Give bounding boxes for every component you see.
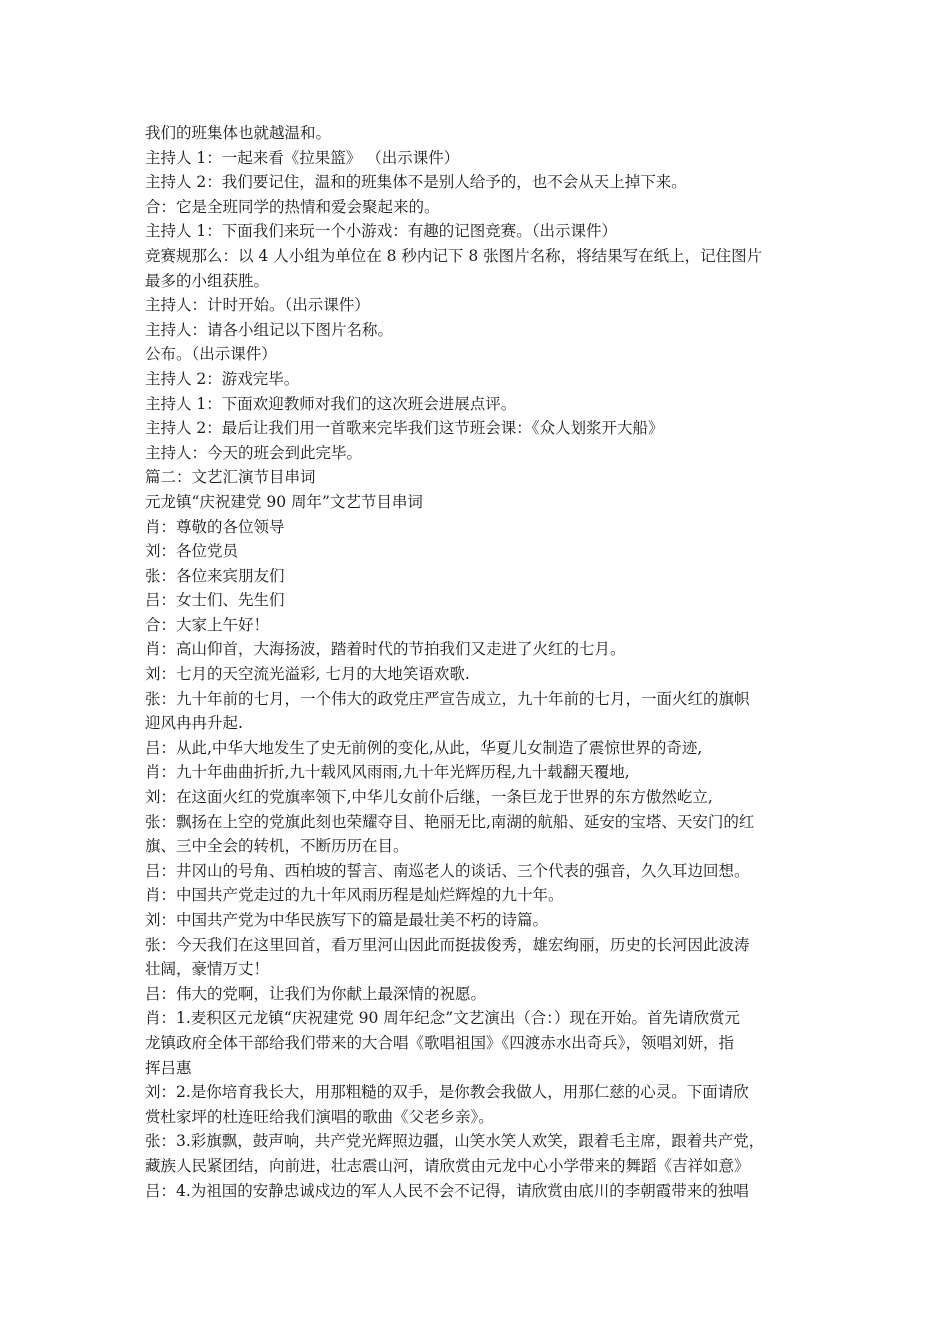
section-heading: 篇二：文艺汇演节目串词 bbox=[145, 468, 316, 487]
text-line: 合：它是全班同学的热情和爱会聚起来的。 bbox=[145, 197, 440, 216]
text-line: 主持人 2：我们要记住，温和的班集体不是别人给予的，也不会从天上掉下来。 bbox=[145, 173, 687, 192]
text-line: 主持人 2：最后让我们用一首歌来完毕我们这节班会课：《众人划浆开大船》 bbox=[145, 419, 664, 438]
text-line: 竞赛规那么：以 4 人小组为单位在 8 秒内记下 8 张图片名称，将结果写在纸上，记住图片 bbox=[145, 246, 763, 265]
text-line: 我们的班集体也就越温和。 bbox=[145, 124, 332, 142]
text-line: 刘：2.是你培育我长大，用那粗糙的双手，是你教会我做人，用那仁慈的心灵。下面请欣 bbox=[145, 1083, 749, 1102]
text-line: 旗、三中全会的转机，不断历历在目。 bbox=[145, 837, 409, 856]
text-line: 主持人 1：下面我们来玩一个小游戏：有趣的记图竞赛。（出示课件） bbox=[145, 222, 618, 241]
text-line: 张：九十年前的七月，一个伟大的政党庄严宣告成立，九十年前的七月，一面火红的旗帜 bbox=[145, 689, 750, 708]
text-line: 刘：中国共产党为中华民族写下的篇是最壮美不朽的诗篇。 bbox=[145, 911, 549, 929]
text-line: 刘：七月的天空流光溢彩, 七月的大地笑语欢歌. bbox=[145, 665, 470, 684]
text-line: 吕：井冈山的号角、西柏坡的誓言、南巡老人的谈话、三个代表的强音，久久耳边回想。 bbox=[145, 861, 750, 880]
text-line: 张：3.彩旗飘，鼓声响，共产党光辉照边疆，山笑水笑人欢笑，跟着毛主席，跟着共产党， bbox=[145, 1132, 765, 1151]
text-line: 吕：从此,中华大地发生了史无前例的变化,从此，华夏儿女制造了震惊世界的奇迹, bbox=[145, 738, 703, 757]
text-line: 主持人 2：游戏完毕。 bbox=[145, 369, 300, 388]
text-line: 迎风冉冉升起. bbox=[145, 714, 243, 733]
text-line: 吕：女士们、先生们 bbox=[145, 591, 285, 610]
text-line: 龙镇政府全体干部给我们带来的大合唱《歌唱祖国》《四渡赤水出奇兵》，领唱刘妍，指 bbox=[145, 1033, 735, 1052]
text-line: 公布。（出示课件） bbox=[145, 345, 277, 364]
document-page bbox=[145, 121, 810, 1203]
text-line: 主持人：今天的班会到此完毕。 bbox=[145, 443, 363, 462]
text-line: 藏族人民紧团结，向前进，壮志震山河，请欣赏由元龙中心小学带来的舞蹈《吉祥如意》 bbox=[145, 1156, 750, 1175]
text-line: 壮阔，豪情万丈！ bbox=[145, 960, 270, 979]
text-line: 张：今天我们在这里回首，看万里河山因此而挺拔俊秀，雄宏绚丽，历史的长河因此波涛 bbox=[145, 935, 750, 954]
text-line: 肖：九十年曲曲折折,九十载风风雨雨,九十年光辉历程,九十载翻天覆地, bbox=[145, 763, 630, 782]
text-line: 吕：伟大的党啊，让我们为你献上最深情的祝愿。 bbox=[145, 984, 487, 1003]
text-line: 刘：各位党员 bbox=[145, 542, 239, 561]
text-line: 刘：在这面火红的党旗率领下,中华儿女前仆后继，一条巨龙于世界的东方傲然屹立, bbox=[145, 788, 713, 807]
text-line: 肖：1.麦积区元龙镇“庆祝建党 90 周年纪念”文艺演出（合：）现在开始。首先请欣赏元 bbox=[145, 1009, 740, 1028]
text-line: 张：各位来宾朋友们 bbox=[145, 566, 285, 585]
text-line: 合：大家上午好！ bbox=[145, 615, 270, 634]
text-line: 最多的小组获胜。 bbox=[145, 271, 270, 290]
text-line: 肖：尊敬的各位领导 bbox=[145, 517, 285, 536]
text-line: 赏杜家坪的杜连旺给我们演唱的歌曲《父老乡亲》。 bbox=[145, 1107, 494, 1126]
text-line: 吕：4.为祖国的安静忠诚戍边的军人人民不会不记得，请欣赏由底川的李朝霞带来的独唱 bbox=[145, 1181, 749, 1200]
text-line: 主持人：计时开始。（出示课件） bbox=[145, 296, 370, 315]
text-line: 张：飘扬在上空的党旗此刻也荣耀夺目、艳丽无比,南湖的航船、延安的宝塔、天安门的红 bbox=[145, 812, 755, 831]
text-line: 挥吕惠 bbox=[145, 1058, 192, 1077]
text-line: 肖：高山仰首，大海扬波，踏着时代的节拍我们又走进了火红的七月。 bbox=[145, 640, 626, 659]
text-line: 主持人 1：一起来看《拉果篮》 （出示课件） bbox=[145, 148, 460, 167]
text-line: 肖：中国共产党走过的九十年风雨历程是灿烂辉煌的九十年。 bbox=[145, 886, 564, 905]
text-line: 主持人：请各小组记以下图片名称。 bbox=[145, 320, 394, 339]
text-line: 元龙镇“庆祝建党 90 周年”文艺节目串词 bbox=[145, 492, 423, 511]
text-line: 主持人 1：下面欢迎教师对我们的这次班会进展点评。 bbox=[145, 394, 517, 413]
